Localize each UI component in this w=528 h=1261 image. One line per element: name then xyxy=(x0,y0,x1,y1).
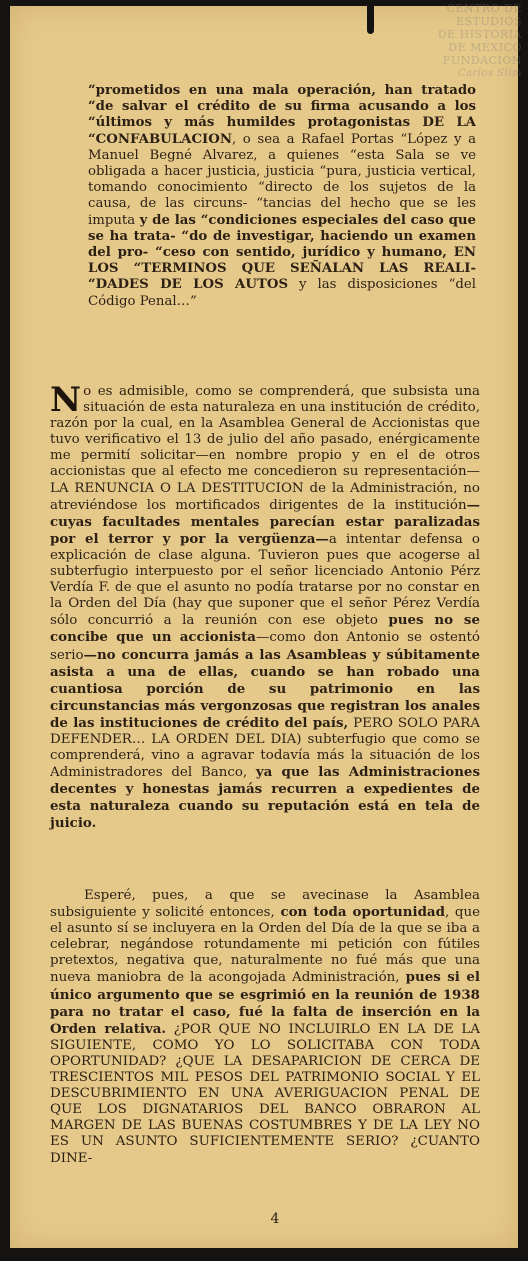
quoted-paragraph xyxy=(88,83,476,310)
para3-segment: con toda oportunidad xyxy=(280,904,445,921)
watermark-line-5: FUNDACIÓN xyxy=(442,54,522,67)
watermark-line-4: DE MÉXICO xyxy=(448,41,522,54)
para2-segment: —no concurra jamás a las Asambleas y súbitamente asista a una de ellas, cuando se han robado una cuantiosa porción de su patrimonio en las circunstancias más vergonzosas que registran los anales de las instituciones de crédito del país, xyxy=(50,646,480,731)
body-paragraph-3 xyxy=(50,888,480,1167)
watermark-line-1: CENTRO DE xyxy=(446,2,522,15)
para2-segment: o es admisible, como se comprenderá, que subsista una situación de esta naturaleza en una institución de crédito, razón por la cual, en la Asamblea General de Accionistas que tuvo verificativo el 13 de julio del año pasado, enérgicamente me permití solicitar—en nombre propio y en el de otros accionistas que al efecto me concedieron su representación—LA RENUNCIA O LA DESTITUCION de la Administración, no atreviéndose los mortificados dirigentes de la institución xyxy=(50,384,480,513)
para2-segment: PERO SOLO PARA DEFENDER… LA ORDEN DEL DIA) subterfugio que como se comprenderá, vino a agravar todavía más la situación de los Administradores del Banco, xyxy=(50,715,480,781)
archive-watermark xyxy=(422,2,522,80)
para2-segment: ya que las Administraciones decentes y honestas jamás recurren a expedientes de esta naturaleza cuando su reputación está en tela de juicio. xyxy=(50,764,480,832)
page-number: 4 xyxy=(270,1211,280,1227)
para2-segment: a intentar defensa o explicación de clase alguna. Tuvieron pues que acogerse al subterfugio interpuesto por el señor licenciado Antonio Pérz Verdía F. de que el asunto no podía tratarse por no constar en la Orden del Día (hay que suponer que el señor Pérez Verdía sólo concurrió a la reunión con ese objeto xyxy=(50,531,480,629)
paper-tear xyxy=(367,6,374,34)
body-paragraph-2 xyxy=(50,380,480,833)
quote-segment: y las disposiciones “del Código Penal…” xyxy=(88,277,476,309)
para2-segment: —cuyas facultades mentales parecían estar paralizadas por el terror y por la vergüenza— xyxy=(50,496,480,547)
quote-segment: “prometidos en una mala operación, han tratado “de salvar el crédito de su firma acusando a los “últimos y más humildes protagonistas xyxy=(88,83,476,131)
para3-segment: Esperé, pues, a que se avecinase la Asamblea subsiguiente y solicité entonces, xyxy=(50,888,480,921)
para3-segment: pues si el único argumento que se esgrimió en la reunión de 1938 para no tratar el caso, fué la falta de inserción en la Orden relativa. xyxy=(50,969,480,1037)
para2-segment: pues no se concibe que un accionista xyxy=(50,612,480,646)
watermark-line-2: ESTUDIOS xyxy=(456,15,522,28)
para3-segment: ¿POR QUE NO INCLUIRLO EN LA DE LA SIGUIENTE, COMO YO LO SOLICITABA CON TODA OPORTUNIDAD? ¿QUE LA DESAPARICION DE CERCA DE TRESCIENTOS MIL PESOS DEL PATRIMONIO SOCIAL Y EL DESCUBRIMIENTO EN UNA AVERIGUACION PENAL DE QUE LOS DIGNATARIOS DEL BANCO OBRARON AL MARGEN DE LAS BUENAS COSTUMBRES Y DE LA LEY NO ES UN ASUNTO SUFICIENTEMENTE SERIO? ¿CUANTO DINE- xyxy=(50,1021,480,1166)
quote-segment: DE LA “CONFABULACION xyxy=(88,115,477,147)
para3-segment: , que el asunto sí se incluyera en la Orden del Día de la que se iba a celebrar, negándose rotundamente mi petición con fútiles pretextos, negativa que, naturalmente no fué más que una nueva maniobra de la acongojada Administración, xyxy=(50,905,481,986)
quote-segment: y de las “condiciones especiales del caso que se ha trata- “do de investigar, haciendo un examen del pro- “ceso con sentido, jurídico y humano, EN LOS “TERMINOS QUE SEÑALAN LAS REALI- “DADES DE LOS AUTOS xyxy=(88,212,476,293)
watermark-signature: Carlos Slim xyxy=(457,68,522,79)
drop-cap: N xyxy=(50,380,82,420)
quote-segment: , o sea a Rafael Portas “López y a Manuel Begné Alvarez, a quienes “esta Sala se ve obligada a hacer justicia, justicia “pura, justicia vertical, tomando conocimiento “directo de los sujetos de la causa, de las circuns- “tancias del hecho que se les imputa xyxy=(88,131,476,228)
watermark-line-3: DE HISTORIA xyxy=(437,28,522,41)
para2-segment: —como don Antonio se ostentó serio xyxy=(50,630,480,663)
